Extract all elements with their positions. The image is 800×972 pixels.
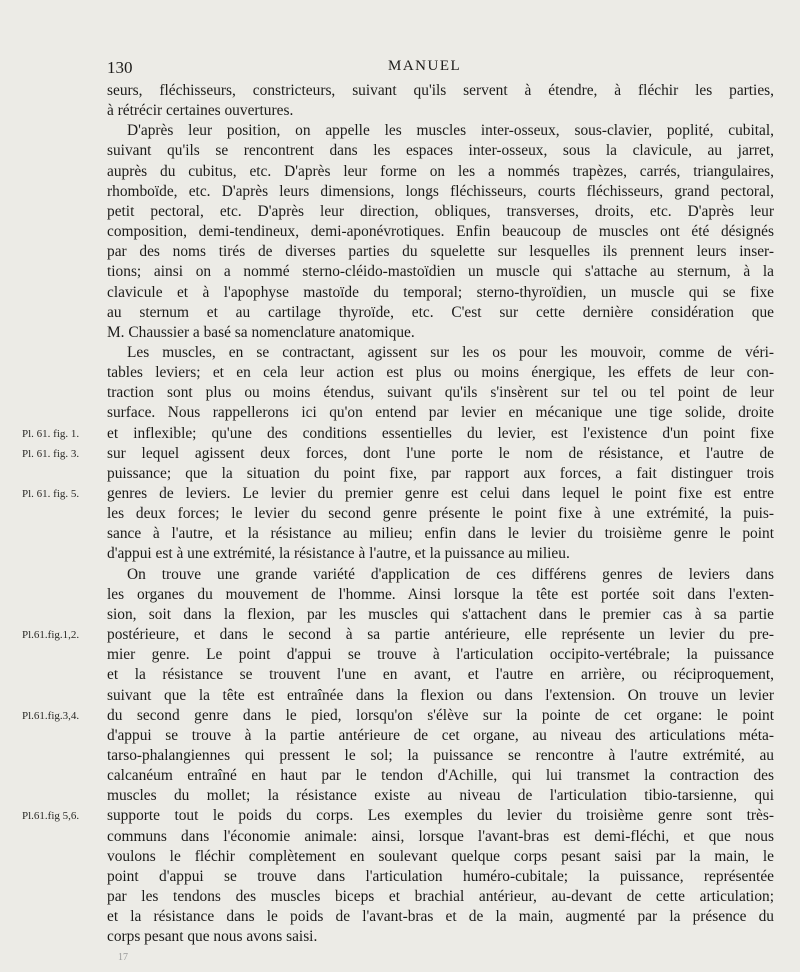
text-line: les organes du mouvement de l'homme. Ainsi lorsque la tête est portée soit dans l'exten-: [107, 586, 774, 603]
text-line: d'appui est à une extrémité, la résistance à l'autre, et la puissance au milieu.: [107, 545, 570, 562]
text-line: muscles du mollet; la résistance existe au niveau de l'articulation tibio-tarsienne, qui: [107, 787, 774, 804]
text-line: les deux forces; le levier du second genre présente le point fixe à une extrémité, la puis-: [107, 505, 774, 522]
text-line: postérieure, et dans le second à sa partie antérieure, elle représente un levier du pre-: [107, 626, 774, 643]
margin-reference: Pl. 61. fig. 5.: [22, 488, 80, 500]
text-line: surface. Nous rappellerons ici qu'on entend par levier en mécanique une tige solide, droite: [107, 404, 774, 421]
text-line: corps pesant que nous avons saisi.: [107, 928, 318, 945]
text-line: point d'appui se trouve dans l'articulation huméro-cubitale; la puissance, représentée: [107, 868, 774, 885]
margin-reference: Pl. 61. fig. 1.: [22, 428, 80, 440]
text-line: D'après leur position, on appelle les muscles inter-osseux, sous-clavier, poplité, cubital,: [127, 122, 774, 139]
text-line: rhomboïde, etc. D'après leurs dimensions, longs fléchisseurs, courts fléchisseurs, grand pectoral,: [107, 183, 774, 200]
text-line: d'appui se trouve à la partie antérieure de cet organe, au niveau des articulations méta-: [107, 727, 774, 744]
text-line: communs dans l'économie animale: ainsi, lorsque l'avant-bras est demi-fléchi, et que nous: [107, 828, 774, 845]
margin-reference: Pl.61.fig.3,4.: [22, 710, 80, 722]
text-line: auprès du cubitus, etc. D'après leur forme on les a nommés trapèzes, carrés, triangulaires,: [107, 163, 774, 180]
text-line: calcanéum entraîné en haut par le tendon d'Achille, qui lui transmet la contraction des: [107, 767, 774, 784]
text-line: tarso-phalangiennes qui pressent le sol; la puissance se rencontre à l'autre extrémité, au: [107, 747, 774, 764]
text-line: sance à l'autre, et la résistance au milieu; enfin dans le levier du troisième genre le point: [107, 525, 774, 542]
text-line: sur lequel agissent deux forces, dont l'une porte le nom de résistance, et l'autre de: [107, 445, 774, 462]
text-line: suivant que la tête est entraînée dans la flexion ou dans l'extension. On trouve un levier: [107, 687, 774, 704]
text-line: petit pectoral, etc. D'après leur direction, obliques, transverses, droits, etc. D'après leur: [107, 203, 774, 220]
text-line: voulons le fléchir complètement en soulevant quelque corps pesant saisi par la main, le: [107, 848, 774, 865]
text-line: sion, soit dans la flexion, par les muscles qui s'attachent dans le premier cas à sa partie: [107, 606, 774, 623]
text-line: au sternum et au cartilage thyroïde, etc. C'est sur cette dernière considération que: [107, 304, 774, 321]
page-header: [0, 58, 800, 80]
text-line: et inflexible; qu'une des conditions essentielles du levier, est l'existence d'un point fixe: [107, 425, 774, 442]
margin-reference: Pl. 61. fig. 3.: [22, 448, 80, 460]
text-line: et la résistance se trouvent l'une en avant, et l'autre en arrière, ou réciproquement,: [107, 666, 774, 683]
text-line: traction sont plus ou moins étendus, suivant qu'ils s'insèrent sur tel ou tel point de leur: [107, 384, 774, 401]
margin-reference: Pl.61.fig.1,2.: [22, 629, 80, 641]
text-line: supporte tout le poids du corps. Les exemples du levier du troisième genre sont très-: [107, 807, 774, 824]
text-line: Les muscles, en se contractant, agissent sur les os pour les mouvoir, comme de véri-: [127, 344, 774, 361]
margin-reference: Pl.61.fig 5,6.: [22, 810, 80, 822]
page-signature: 17: [118, 952, 128, 963]
text-line: genres de leviers. Le levier du premier genre est celui dans lequel le point fixe est entre: [107, 485, 774, 502]
text-line: suivant qu'ils se rencontrent dans les espaces inter-osseux, sous la clavicule, au jarret,: [107, 142, 774, 159]
text-line: composition, demi-tendineux, demi-aponévrotiques. Enfin beaucoup de muscles ont été désignés: [107, 223, 774, 240]
text-line: à rétrécir certaines ouvertures.: [107, 102, 294, 119]
text-line: seurs, fléchisseurs, constricteurs, suivant qu'ils servent à étendre, à fléchir les parties,: [107, 82, 774, 99]
text-line: mier genre. Le point d'appui se trouve à l'articulation occipito-vertébrale; la puissance: [107, 646, 774, 663]
text-line: tables leviers; et en cela leur action est plus ou moins énergique, les effets de leur con-: [107, 364, 774, 381]
text-line: tions; ainsi on a nommé sterno-cléido-mastoïdien un muscle qui s'attache au sternum, à la: [107, 263, 774, 280]
text-line: et la résistance dans le poids de l'avant-bras et de la main, augmenté par la présence du: [107, 908, 774, 925]
running-title: MANUEL: [388, 58, 462, 74]
text-line: clavicule et à l'apophyse mastoïde du temporal; sterno-thyroïdien, un muscle qui se fixe: [107, 284, 774, 301]
text-line: par les tendons des muscles biceps et brachial antérieur, au-devant de cette articulation;: [107, 888, 774, 905]
text-line: On trouve une grande variété d'application de ces différens genres de leviers dans: [127, 566, 774, 583]
page-number: 130: [107, 58, 133, 77]
text-line: du second genre dans le pied, lorsqu'on s'élève sur la pointe de cet organe: le point: [107, 707, 774, 724]
text-line: par des noms tirés de diverses parties du squelette sur lesquelles ils prennent leurs inser-: [107, 243, 774, 260]
text-line: M. Chaussier a basé sa nomenclature anatomique.: [107, 324, 415, 341]
text-line: puissance; que la situation du point fixe, par rapport aux forces, a fait distinguer trois: [107, 465, 774, 482]
